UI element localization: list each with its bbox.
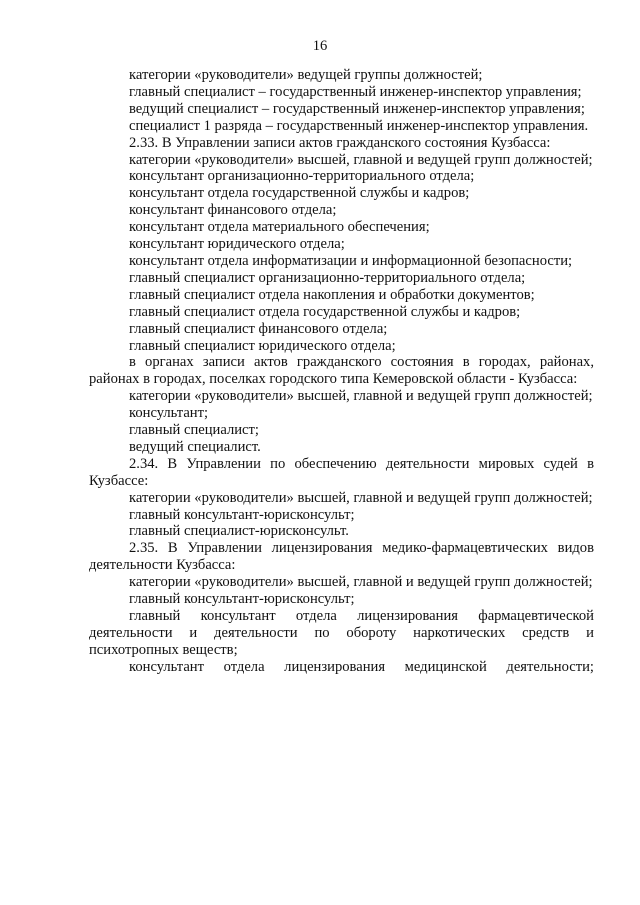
page-number: 16 bbox=[312, 38, 328, 54]
paragraph: главный консультант отдела лицензирования фармацевтической деятельности и деятельности по обороту наркотических средств и психотропных веществ; bbox=[89, 608, 594, 658]
paragraph: главный специалист; bbox=[129, 422, 259, 439]
paragraph: главный специалист финансового отдела; bbox=[129, 320, 388, 337]
paragraph: консультант отдела материального обеспечения; bbox=[129, 219, 430, 236]
paragraph: категории «руководители» ведущей группы должностей; bbox=[129, 67, 483, 83]
paragraph: ведущий специалист – государственный инженер-инспектор управления; bbox=[129, 100, 585, 117]
paragraph: специалист 1 разряда – государственный инженер-инспектор управления. bbox=[129, 117, 589, 134]
paragraph: главный консультант-юрисконсульт; bbox=[129, 506, 355, 523]
paragraph: главный специалист отдела государственной службы и кадров; bbox=[129, 303, 521, 320]
paragraph: категории «руководители» высшей, главной и ведущей групп должностей; bbox=[129, 574, 593, 591]
paragraph: 2.34. В Управлении по обеспечению деятельности мировых судей в Кузбассе: bbox=[89, 455, 594, 489]
paragraph: консультант отдела лицензирования медицинской деятельности; bbox=[129, 658, 594, 675]
paragraph: главный специалист – государственный инженер-инспектор управления; bbox=[129, 83, 582, 100]
paragraph: главный специалист-юрисконсульт. bbox=[129, 523, 349, 540]
paragraph: в органах записи актов гражданского состояния в городах, районах, районах в городах, поселках городского типа Кемеровской области - Кузбасса: bbox=[89, 354, 594, 388]
document-body bbox=[89, 67, 594, 676]
paragraph: консультант организационно-территориального отдела; bbox=[129, 168, 475, 185]
paragraph: категории «руководители» высшей, главной и ведущей групп должностей; bbox=[129, 388, 593, 405]
paragraph: 2.35. В Управлении лицензирования медико-фармацевтических видов деятельности Кузбасса: bbox=[89, 540, 594, 574]
paragraph: главный специалист юридического отдела; bbox=[129, 337, 396, 354]
paragraph: категории «руководители» высшей, главной и ведущей групп должностей; bbox=[129, 151, 593, 168]
paragraph: главный консультант-юрисконсульт; bbox=[129, 591, 355, 608]
paragraph: ведущий специалист. bbox=[129, 438, 261, 455]
paragraph: консультант; bbox=[129, 405, 209, 422]
paragraph: 2.33. В Управлении записи актов гражданского состояния Кузбасса: bbox=[129, 134, 551, 151]
paragraph: главный специалист отдела накопления и обработки документов; bbox=[129, 286, 535, 303]
paragraph: консультант финансового отдела; bbox=[129, 202, 337, 219]
paragraph: консультант отдела информатизации и информационной безопасности; bbox=[129, 252, 573, 269]
paragraph: главный специалист организационно-территориального отдела; bbox=[129, 269, 526, 286]
paragraph: категории «руководители» высшей, главной и ведущей групп должностей; bbox=[129, 489, 593, 506]
paragraph: консультант юридического отдела; bbox=[129, 236, 345, 253]
paragraph: консультант отдела государственной службы и кадров; bbox=[129, 185, 470, 202]
